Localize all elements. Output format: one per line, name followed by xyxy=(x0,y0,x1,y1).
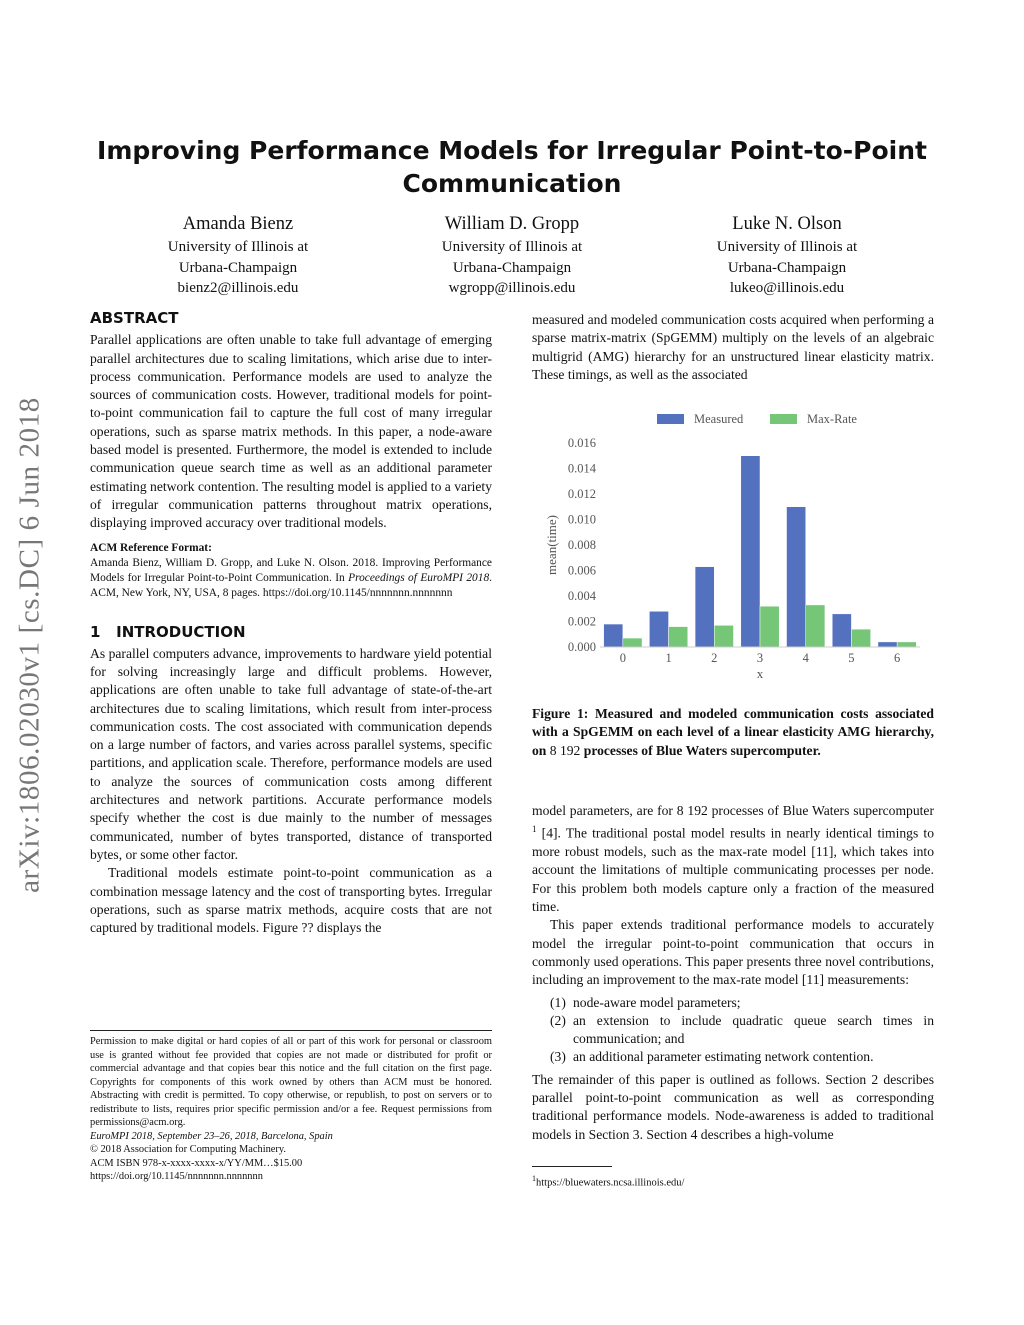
doi-line: https://doi.org/10.1145/nnnnnnn.nnnnnnn xyxy=(90,1171,263,1182)
arxiv-id: arXiv:1806.02030v1 [cs.DC] 6 Jun 2018 xyxy=(13,397,46,893)
y-tick-label: 0.006 xyxy=(567,563,596,578)
bar-max-rate-6 xyxy=(897,642,916,647)
x-tick-label: 2 xyxy=(711,651,718,665)
author-name: Luke N. Olson xyxy=(732,214,842,234)
intro-paragraph: As parallel computers advance, improvements to hardware yield potential for solving increasingly large and difficult problems. However, applications are often unable to take full advantage of state-of-the-art architectures due to scaling limitations, which result from inter-process communication costs. The cost associated with communication depends on a large number of factors, and varies across parallel systems, specific partitions, and application scale. Therefore, performance models are used to analyze the sources of communication costs among different architectures and network partitions. Accurate performance models specify whether the cost is due mainly to the number of messages communicated, number of bytes transported, distance of transported bytes, or some other factor. xyxy=(90,645,492,862)
footnote-marker: 1 xyxy=(532,824,537,835)
author-name: Amanda Bienz xyxy=(182,214,294,234)
y-tick-label: 0.016 xyxy=(567,436,596,450)
x-axis-label: x xyxy=(756,666,764,681)
list-item: (2) an extension to include quadratic queue search times in communication; and xyxy=(550,1012,934,1047)
body-paragraph: measured and modeled communication costs acquired when performing a sparse matrix-matrix (SpGEMM) multiply on the levels of an algebraic multigrid (AMG) hierarchy for an unstructured linear elasticity matrix. These timings, as well as the associated xyxy=(532,312,934,382)
conference-venue: EuroMPI 2018, September 23–26, 2018, Barcelona, Spain xyxy=(90,1130,333,1142)
section-heading-intro xyxy=(90,623,492,641)
y-axis-label: mean(time) xyxy=(544,515,559,575)
author-email: bienz2@illinois.edu xyxy=(177,280,299,296)
permission-text: Permission to make digital or hard copies of all or part of this work for personal or classroom use is granted without fee provided that copies are not made or distributed for profit or commercial advantage and that copies bear this notice and the full citation on the first page. Copyrights for components of this work owned by others than ACM must be honored. Abstracting with credit is permitted. To copy otherwise, or republish, to post on servers or to redistribute to lists, requires prior specific permission and/or a fee. Request permissions from permissions@acm.org. xyxy=(90,1036,492,1128)
author-block xyxy=(657,212,917,299)
x-axis xyxy=(600,647,920,665)
acm-ref-heading: ACM Reference Format: xyxy=(90,541,212,554)
paper-title: Improving Performance Models for Irregular Point-to-Point Communication xyxy=(97,136,927,198)
intro-paragraph: Traditional models estimate point-to-point communication as a combination message latency and the cost of transporting bytes. Irregular operations, such as sparse matrix methods, acquire costs that are not captured by traditional models. Figure ?? displays the xyxy=(90,865,492,936)
bar-max-rate-1 xyxy=(669,627,688,647)
bar-max-rate-0 xyxy=(623,638,642,647)
bar-max-rate-4 xyxy=(806,605,825,647)
y-tick-label: 0.004 xyxy=(567,589,596,603)
contribution-list xyxy=(532,994,934,1067)
x-tick-label: 4 xyxy=(802,651,809,665)
right-column-body xyxy=(532,802,934,1144)
bar-measured-2 xyxy=(695,567,714,647)
bar-measured-5 xyxy=(832,614,851,647)
bar-measured-0 xyxy=(604,624,623,647)
author-block xyxy=(382,212,642,299)
bar-max-rate-3 xyxy=(760,606,779,647)
caption-number: 8 192 xyxy=(549,742,581,758)
footnote-number: 1 xyxy=(532,1174,536,1183)
bar-measured-4 xyxy=(787,507,806,647)
bar-chart xyxy=(532,400,934,700)
footnote-divider xyxy=(532,1166,612,1167)
acm-ref-venue: Proceedings of EuroMPI 2018 xyxy=(348,571,490,584)
x-tick-label: 0 xyxy=(619,651,626,665)
body-paragraph: The remainder of this paper is outlined as follows. Section 2 describes parallel point-to-point communication as well as corresponding traditional performance models. Node-awareness is added to traditional models in Section 3. Section 4 describes a high-volume xyxy=(532,1071,934,1142)
y-tick-label: 0.014 xyxy=(567,461,596,476)
right-column-top xyxy=(532,311,934,384)
permission-block xyxy=(90,1035,492,1184)
bar-max-rate-5 xyxy=(851,629,870,647)
author-email: lukeo@illinois.edu xyxy=(729,280,845,296)
bar-measured-3 xyxy=(741,456,760,647)
author-name: William D. Gropp xyxy=(444,214,580,234)
author-block xyxy=(108,212,368,299)
y-tick-label: 0.000 xyxy=(567,640,596,654)
y-tick-label: 0.010 xyxy=(567,512,596,527)
y-tick-label: 0.008 xyxy=(567,538,596,552)
author-affiliation: University of Illinois at xyxy=(716,239,858,255)
author-email: wgropp@illinois.edu xyxy=(448,280,576,296)
author-affiliation: Urbana-Champaign xyxy=(178,259,298,276)
left-column xyxy=(90,309,492,937)
abstract-heading: ABSTRACT xyxy=(90,309,179,327)
isbn-line: ACM ISBN 978-x-xxxx-xxxx-x/YY/MM…$15.00 xyxy=(90,1157,303,1169)
legend-swatch xyxy=(770,414,797,424)
legend-label: Measured xyxy=(694,412,744,426)
x-tick-label: 6 xyxy=(894,651,901,665)
author-affiliation: Urbana-Champaign xyxy=(452,259,572,276)
copyright-line: © 2018 Association for Computing Machinery. xyxy=(90,1144,286,1155)
chart-bars xyxy=(604,456,917,647)
abstract-text: Parallel applications are often unable to take full advantage of emerging parallel architectures due to scaling limitations, which arise due to inter-process communication. Performance models are used to analyze the sources of communication costs. However, traditional models for point-to-point communication fail to capture the full cost of many irregular operations, such as sparse matrix methods. In this paper, a node-aware based model is presented. Furthermore, the model is extended to include communication queue search time as well as an additional parameter estimating network contention. The resulting model is applied to a variety of irregular communication patterns throughout matrix operations, displaying improved accuracy over traditional models. xyxy=(90,332,492,531)
footnote-url: https://bluewaters.ncsa.illinois.edu/ xyxy=(536,1177,685,1189)
figure-caption: Figure 1: Measured and modeled communication costs associated with a SpGEMM on each level of a linear elasticity AMG hierarchy, on 8 192 processes of Blue Waters supercomputer. xyxy=(532,706,934,758)
section-number: 1 xyxy=(90,623,101,642)
acm-ref-text: Amanda Bienz, William D. Gropp, and Luke N. Olson. 2018. Improving Performance Models for Irregular Point-to-Point Communication. In Proceedings of EuroMPI 2018. ACM, New York, NY, USA, 8 pages. https://doi.org/10.1145/nnnnnnn.nnnnnnn xyxy=(90,556,493,600)
divider xyxy=(90,1030,492,1031)
y-tick-label: 0.002 xyxy=(567,614,596,629)
author-affiliation: Urbana-Champaign xyxy=(727,259,847,276)
section-title: INTRODUCTION xyxy=(116,623,246,642)
list-item: (3) an additional parameter estimating network contention. xyxy=(550,1049,874,1065)
bar-measured-6 xyxy=(878,642,897,647)
body-paragraph: model parameters, are for 8 192 processes of Blue Waters supercomputer $^1$ [4]. The traditional postal model results in nearly identical timings to more robust models, such as the max-rate model [11], which takes into account the limitations of multiple communicating processes per node. For this problem both models capture only a fraction of the measured time. xyxy=(532,803,934,915)
legend-swatch xyxy=(657,414,684,424)
chart-legend xyxy=(657,412,857,426)
legend-label: Max-Rate xyxy=(807,412,857,426)
x-tick-label: 1 xyxy=(665,651,672,665)
list-item: (1) node-aware model parameters; xyxy=(550,994,741,1010)
author-affiliation: University of Illinois at xyxy=(167,239,309,255)
y-axis xyxy=(568,436,597,654)
bar-measured-1 xyxy=(649,611,668,647)
x-tick-label: 5 xyxy=(848,651,855,665)
bar-max-rate-2 xyxy=(714,625,733,647)
footnote xyxy=(532,1171,934,1191)
x-tick-label: 3 xyxy=(756,651,764,665)
body-paragraph: This paper extends traditional performance models to accurately model the irregular point-to-point communication that occurs in commonly used operations. This paper presents three novel contributions, including an improvement to the max-rate model [11] measurements: xyxy=(532,917,934,988)
author-affiliation: University of Illinois at xyxy=(441,239,583,255)
y-tick-label: 0.012 xyxy=(567,487,596,501)
